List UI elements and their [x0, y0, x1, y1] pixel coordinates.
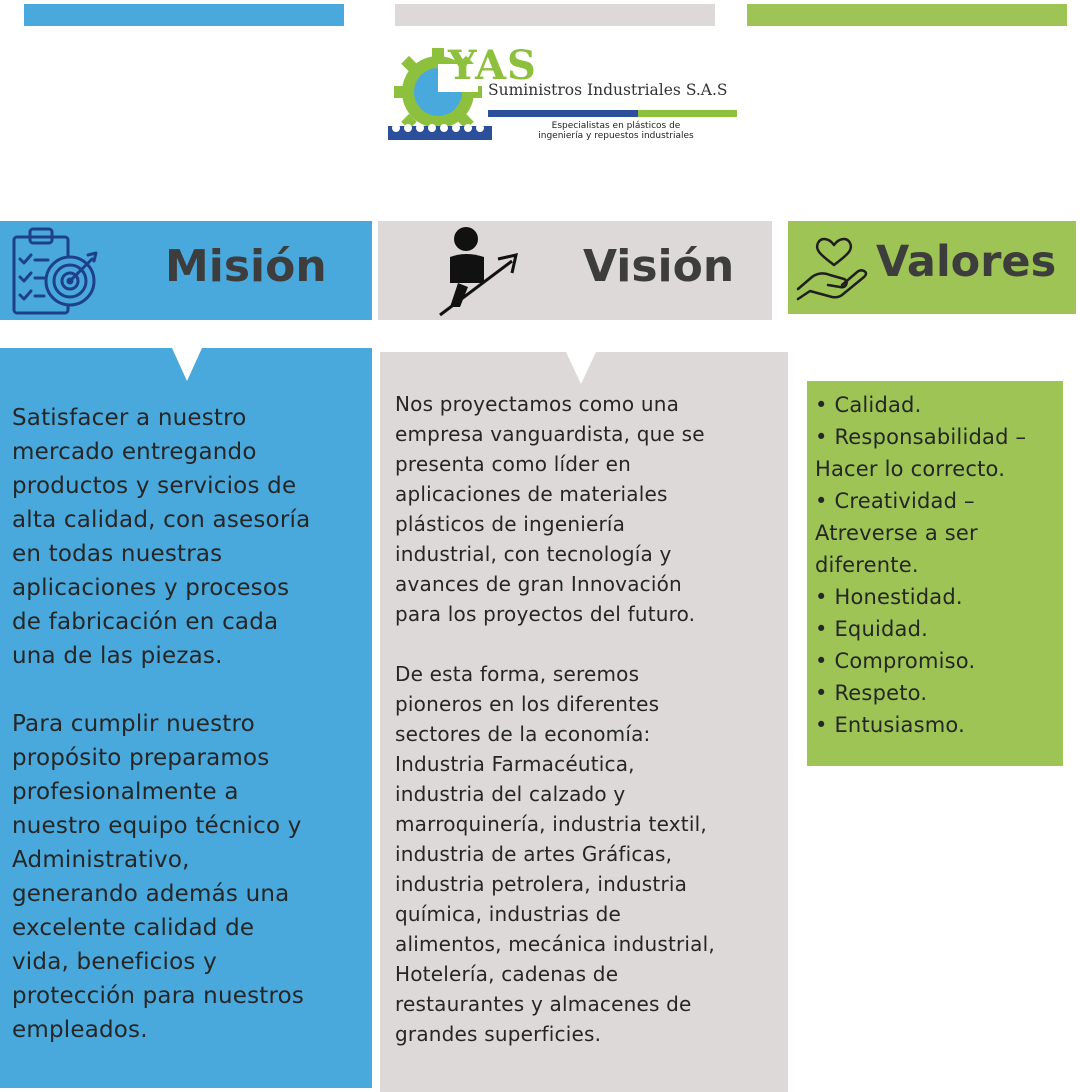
- mision-text: Satisfacer a nuestro mercado entregando productos y servicios de alta calidad, con asesoría en todas nuestras aplicaciones y procesos de fabricación en cada una de las piezas. Para cumplir nuestro propósito preparamos profesionalmente a nuestro equipo técnico y Administrativo, generando además una excelente calidad de vida, beneficios y protección para nuestros empleados.: [12, 405, 311, 1043]
- valores-header: [788, 221, 1076, 314]
- valores-title: Valores: [876, 237, 1057, 287]
- mision-panel: [0, 348, 372, 1088]
- logo-tagline: Especialistas en plásticos de ingeniería y repuestos industriales: [538, 121, 694, 141]
- mision-title: Misión: [165, 241, 327, 292]
- mision-header: [0, 221, 372, 320]
- company-logo: [386, 44, 738, 142]
- vision-title: Visión: [583, 241, 735, 292]
- vision-notch: [566, 352, 596, 384]
- hand-heart-icon: [794, 229, 874, 309]
- vision-panel: [380, 352, 788, 1092]
- valores-panel: [807, 381, 1063, 766]
- logo-stripe-green: [638, 110, 737, 117]
- valores-text: • Calidad. • Responsabilidad – Hacer lo correcto. • Creatividad – Atreverse a ser diferente. • Honestidad. • Equidad. • Compromiso. • Respeto. • Entusiasmo.: [815, 393, 1027, 737]
- top-bar-gray: [395, 4, 715, 26]
- mision-notch: [172, 348, 202, 381]
- vision-text: Nos proyectamos como una empresa vanguardista, que se presenta como líder en aplicaciones de materiales plásticos de ingeniería industrial, con tecnología y avances de gran Innovación para los proyectos del futuro. De esta forma, seremos pioneros en los diferentes sectores de la economía: Industria Farmacéutica, industria del calzado y marroquinería, industria textil, industria de artes Gráficas, industria petrolera, industria química, industrias de alimentos, mecánica industrial, Hotelería, cadenas de restaurantes y almacenes de grandes superficies.: [395, 392, 715, 1046]
- person-growth-arrow-icon: [434, 223, 524, 319]
- logo-stripe-blue: [488, 110, 638, 117]
- vision-header: [378, 221, 772, 320]
- top-bar-blue: [24, 4, 344, 26]
- logo-name: YAS: [448, 42, 537, 89]
- top-bar-green: [747, 4, 1067, 26]
- clipboard-target-icon: [10, 225, 102, 317]
- logo-subtitle: Suministros Industriales S.A.S: [488, 81, 728, 99]
